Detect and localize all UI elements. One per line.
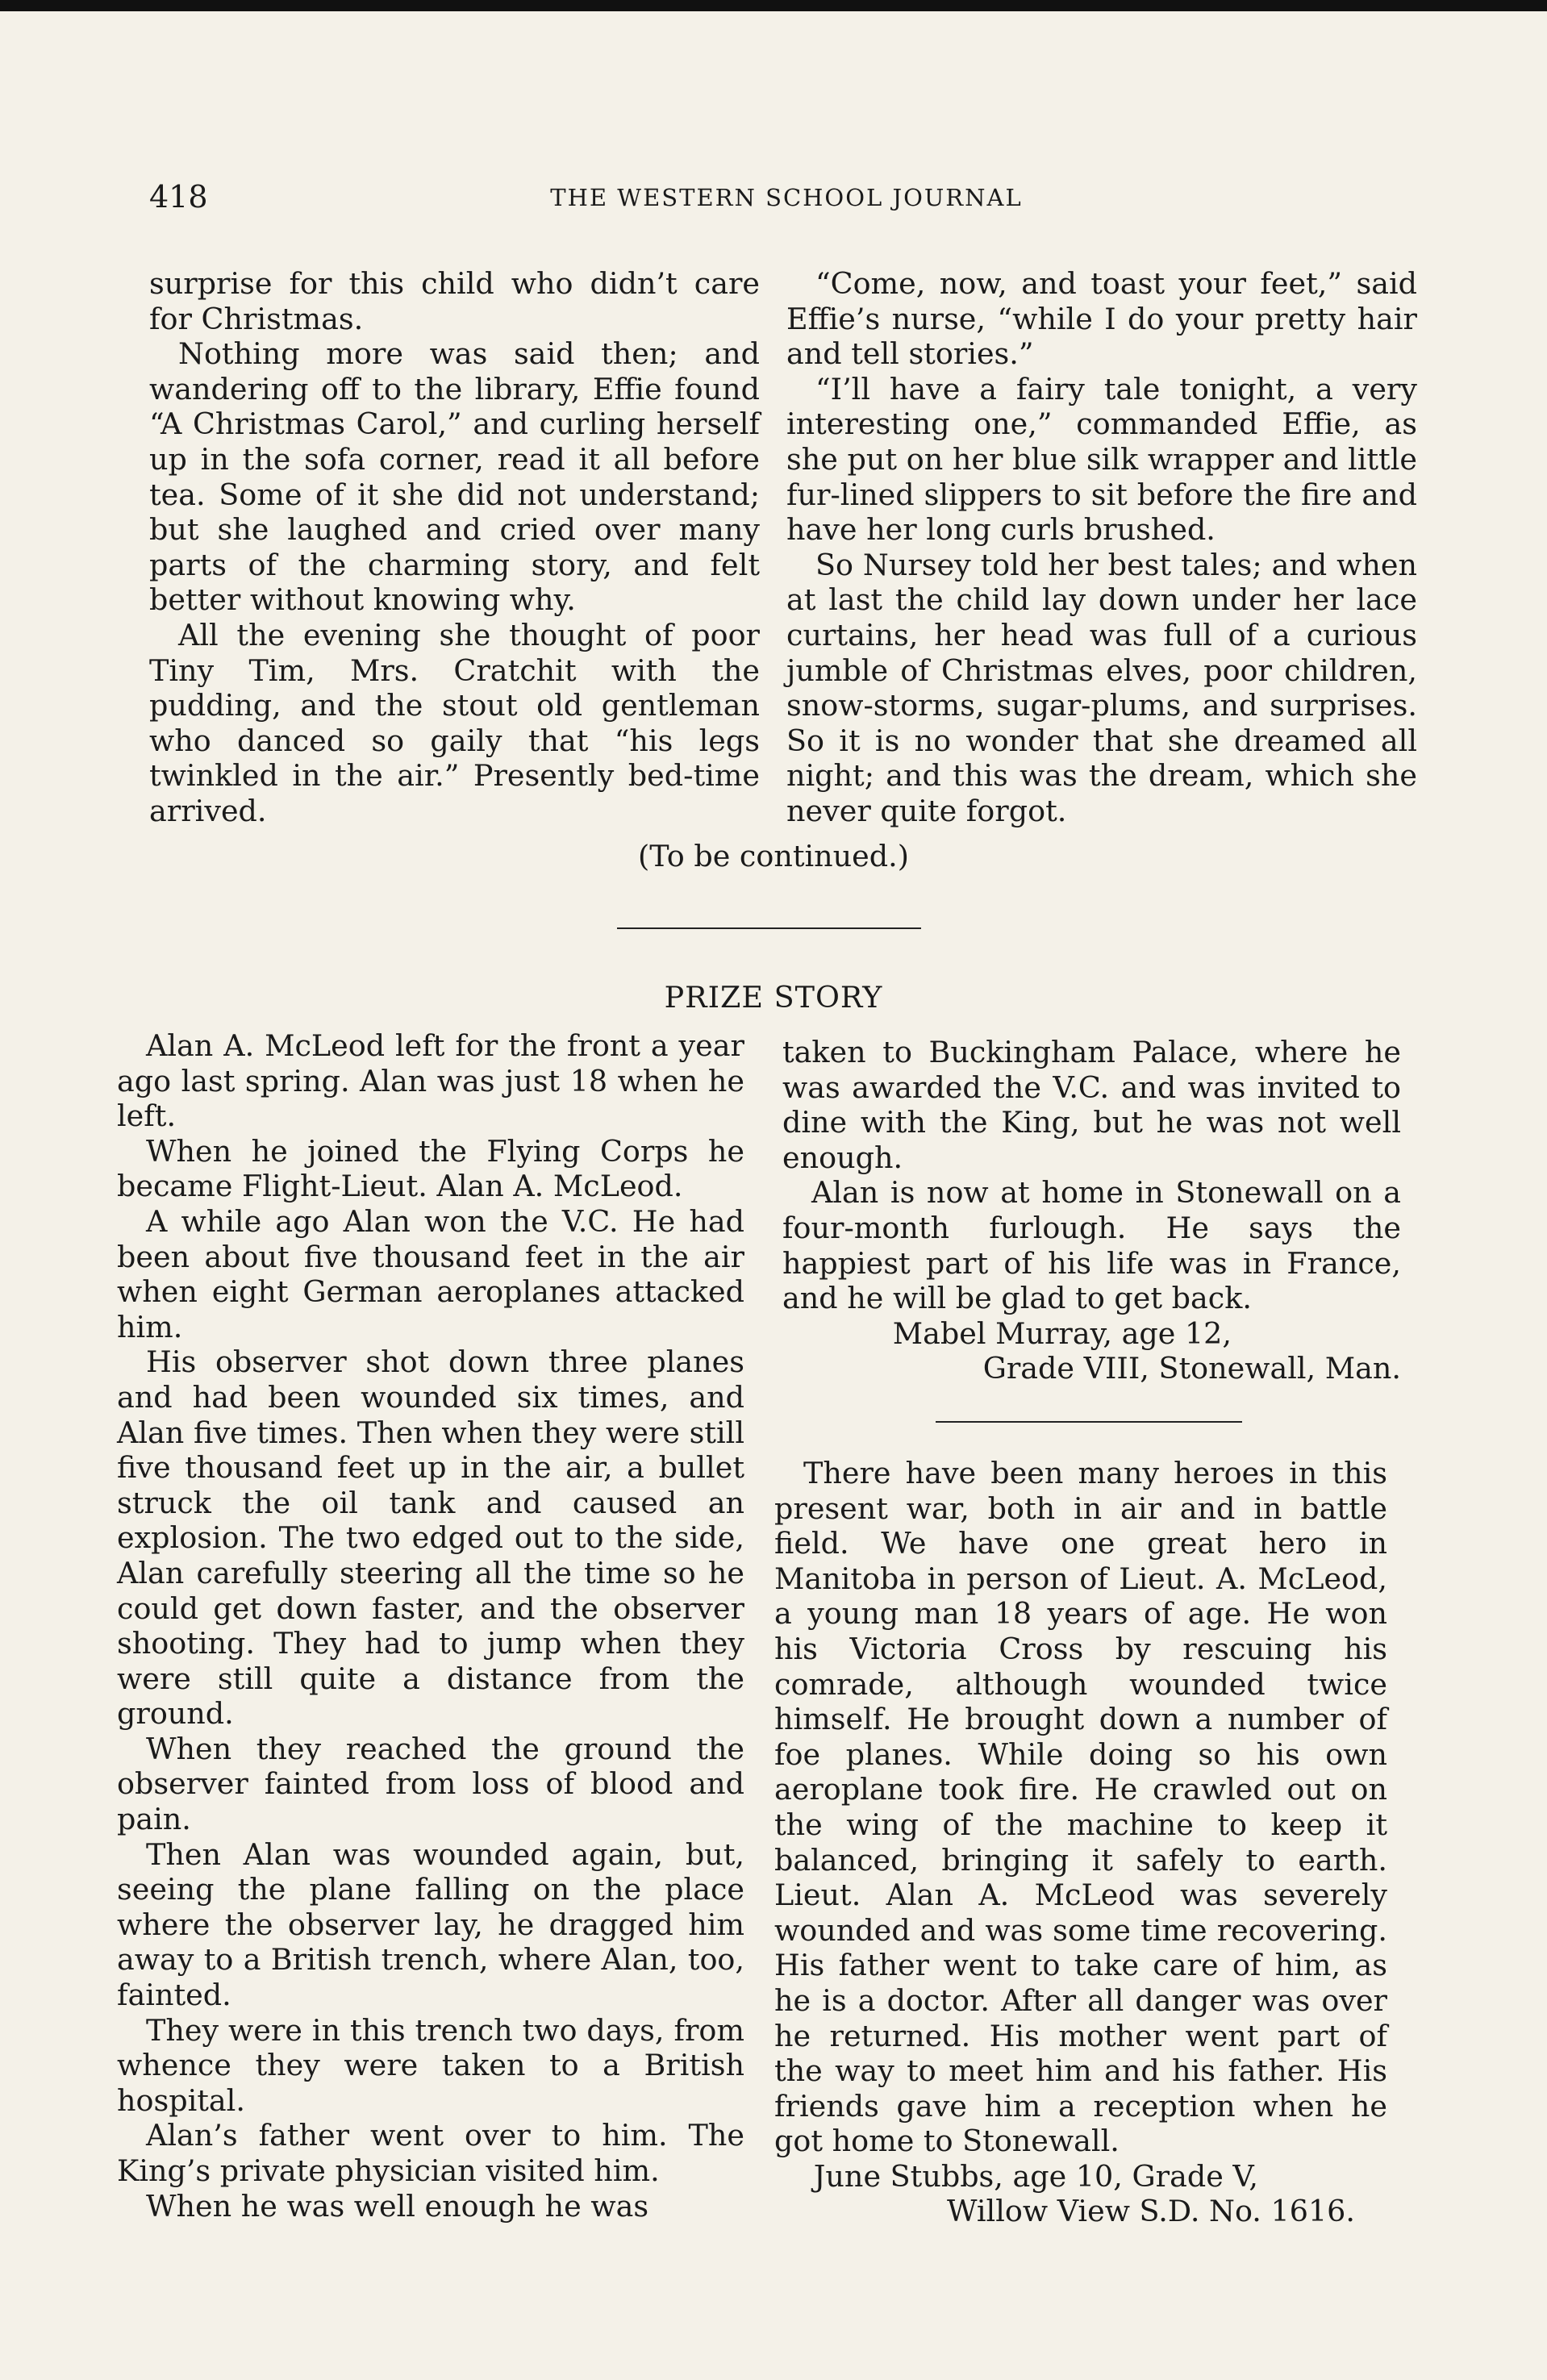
- author-signature: Mabel Murray, age 12,: [892, 1315, 1232, 1351]
- prize-story-heading: PRIZE STORY: [664, 980, 883, 1015]
- paragraph: surprise for this child who didn’t care for Christmas.: [149, 266, 760, 336]
- running-header: [149, 179, 1424, 227]
- paragraph: His observer shot down three planes and had been wounded six times, and Alan five times. Then when they were still five thousand feet up in the air, a bullet struck the oil tank and caused an explosion. The two edged out to the side, Alan carefully steering all the time so he could get down faster, and the observer shooting. They had to jump when they were still quite a distance from the ground.: [117, 1344, 744, 1732]
- author-signature: June Stubbs, age 10, Grade V,: [813, 2158, 1258, 2194]
- paragraph: So Nursey told her best tales; and when at last the child lay down under her lace curtains, her head was full of a curious jumble of Christmas elves, poor children, snow-storms, sugar-plums, and surprises. So it is no wonder that she dreamed all night; and this was the dream, which she never quite forgot.: [786, 547, 1417, 828]
- paragraph: All the evening she thought of poor Tiny Tim, Mrs. Cratchit with the pudding, and the stout old gentleman who danced so gaily that “his legs twinkled in the air.” Presently bed-time arrived.: [149, 617, 760, 828]
- paragraph: When they reached the ground the observer fainted from loss of blood and pain.: [117, 1731, 744, 1837]
- paragraph: There have been many heroes in this present war, both in air and in battle field. We have one great hero in Manitoba in person of Lieut. A. McLeod, a young man 18 years of age. He won his Victoria Cross by rescuing his comrade, although wounded twice himself. He brought down a number of foe planes. While doing so his own aeroplane took fire. He crawled out on the wing of the machine to keep it balanced, bringing it safely to earth. Lieut. Alan A. McLeod was severely wounded and was some time recovering. His father went to take care of him, as he is a doctor. After all danger was over he returned. His mother went part of the way to meet him and his father. His friends gave him a reception when he got home to Stonewall.: [774, 1456, 1387, 2159]
- story-column-right: [786, 266, 1417, 829]
- paragraph: “I’ll have a fairy tale tonight, a very interesting one,” commanded Effie, as she put on her blue silk wrapper and little fur-lined slippers to sit before the fire and have her long curls brushed.: [786, 371, 1417, 548]
- paragraph: A while ago Alan won the V.C. He had been about five thousand feet in the air when eight German aeroplanes attacked him.: [117, 1203, 744, 1344]
- story-divider: [936, 1421, 1242, 1423]
- paragraph: taken to Buckingham Palace, where he was awarded the V.C. and was invited to dine with the King, but he was not well enough.: [782, 1035, 1401, 1175]
- paragraph: Alan is now at home in Stonewall on a four-month furlough. He says the happiest part of his life was in France, and he will be glad to get back.: [782, 1175, 1401, 1316]
- journal-title: THE WESTERN SCHOOL JOURNAL: [550, 184, 1023, 211]
- paragraph: Alan’s father went over to him. The King’s private physician visited him.: [117, 2118, 744, 2188]
- paragraph: They were in this trench two days, from whence they were taken to a British hospital.: [117, 2012, 744, 2118]
- author-signature-place: Willow View S.D. No. 1616.: [947, 2194, 1355, 2229]
- second-story-column: [774, 1456, 1387, 2229]
- author-signature-place: Grade VIII, Stonewall, Man.: [982, 1351, 1401, 1386]
- prize-story-column-right: [782, 1035, 1401, 1386]
- section-divider: [617, 927, 921, 929]
- page-number: 418: [149, 179, 208, 215]
- paragraph: “Come, now, and toast your feet,” said Effie’s nurse, “while I do your pretty hair and tell stories.”: [786, 266, 1417, 372]
- paragraph: When he joined the Flying Corps he became Flight-Lieut. Alan A. McLeod.: [117, 1133, 744, 1204]
- top-rule: [0, 0, 1547, 11]
- paragraph: When he was well enough he was: [146, 2188, 649, 2224]
- paragraph: Alan A. McLeod left for the front a year ago last spring. Alan was just 18 when he left.: [117, 1028, 744, 1134]
- story-column-left: [149, 266, 760, 829]
- prize-story-column-left: [117, 1028, 744, 2224]
- paragraph: Nothing more was said then; and wandering off to the library, Effie found “A Christmas Carol,” and curling herself up in the sofa corner, read it all before tea. Some of it she did not understand; but she laughed and cried over many parts of the charming story, and felt better without knowing why.: [149, 336, 760, 618]
- to-be-continued: (To be continued.): [638, 839, 909, 873]
- paragraph: Then Alan was wounded again, but, seeing the plane falling on the place where the observer lay, he dragged him away to a British trench, where Alan, too, fainted.: [117, 1836, 744, 2013]
